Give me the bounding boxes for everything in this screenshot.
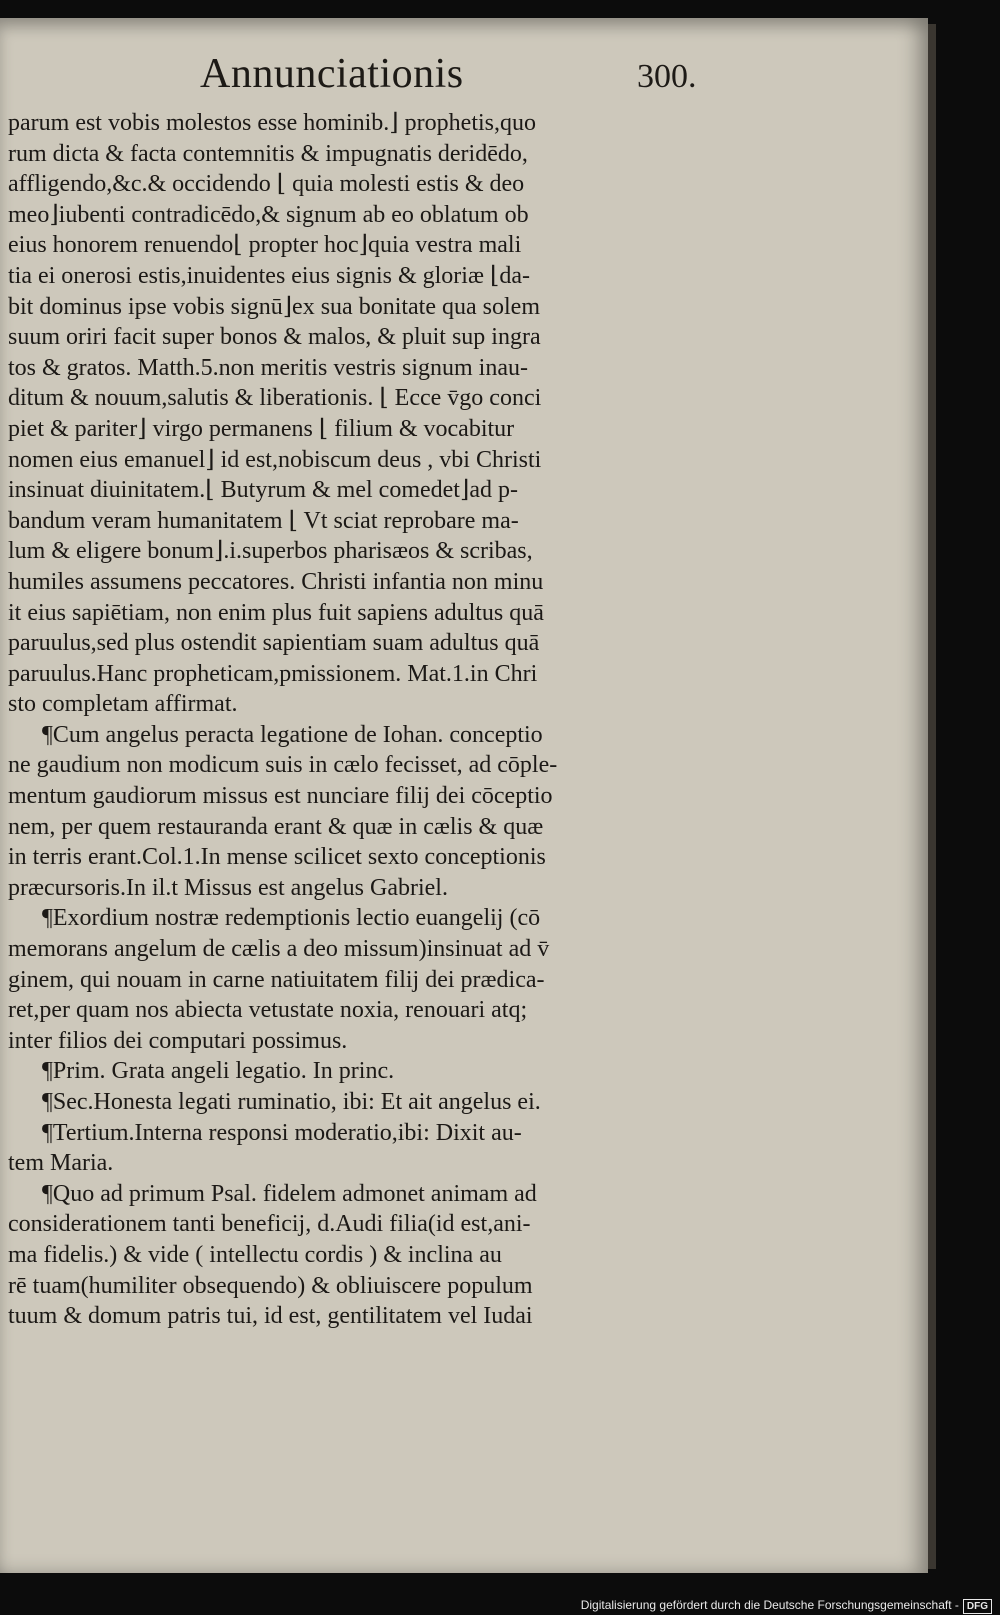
text-line: in terris erant.Col.1.In mense scilicet sexto conceptionis: [8, 844, 546, 871]
text-line: suum oriri facit super bonos & malos, & pluit sup ingra: [8, 324, 541, 351]
text-line: inter filios dei computari possimus.: [8, 1027, 348, 1054]
text-line: ¶Quo ad primum Psal. fidelem admonet animam ad: [42, 1180, 537, 1207]
text-line: paruulus,sed plus ostendit sapientiam suam adultus quā: [8, 630, 540, 657]
footer-credit: [0, 1595, 992, 1615]
running-title: Annunciationis: [200, 51, 464, 97]
text-line: tuum & domum patris tui, id est, gentilitatem vel Iudai: [8, 1303, 533, 1330]
text-line: paruulus.Hanc propheticam,pmissionem. Mat.1.in Chri: [8, 660, 538, 687]
text-line: affligendo,&c.& occidendo ⌊ quia molesti estis & deo: [8, 171, 525, 198]
text-line: bandum veram humanitatem ⌊ Vt sciat reprobare ma-: [8, 507, 519, 534]
text-line: præcursoris.In il.t Missus est angelus Gabriel.: [8, 874, 448, 901]
dfg-logo: DFG: [963, 1599, 992, 1614]
text-line: piet & pariter⌋ virgo permanens ⌊ filium & vocabitur: [8, 415, 515, 442]
text-line: memorans angelum de cælis a deo missum)insinuat ad v̄: [8, 936, 550, 963]
running-head: [0, 50, 740, 104]
text-line: mentum gaudiorum missus est nunciare filij dei cōceptio: [8, 783, 553, 810]
page-edge: [928, 24, 936, 1569]
text-line: rum dicta & facta contemnitis & impugnatis deridēdo,: [8, 140, 528, 167]
footer-credit-text: Digitalisierung gefördert durch die Deutsche Forschungsgemeinschaft -: [580, 1598, 959, 1612]
text-line: ret,per quam nos abiecta vetustate noxia, renouari atq;: [8, 997, 528, 1024]
text-line: rē tuam(humiliter obsequendo) & obliuiscere populum: [8, 1272, 533, 1299]
text-line: it eius sapiētiam, non enim plus fuit sapiens adultus quā: [8, 599, 544, 626]
text-line: nem, per quem restauranda erant & quæ in cælis & quæ: [8, 813, 544, 840]
text-line: eius honorem renuendo⌊ propter hoc⌋quia vestra mali: [8, 232, 522, 259]
text-line: tia ei onerosi estis,inuidentes eius signis & gloriæ ⌊da-: [8, 262, 530, 289]
text-line: humiles assumens peccatores. Christi infantia non minu: [8, 568, 544, 595]
text-line: ne gaudium non modicum suis in cælo fecisset, ad cōple-: [8, 752, 558, 779]
text-line: tos & gratos. Matth.5.non meritis vestris signum inau-: [8, 354, 528, 381]
folio-number: 300.: [637, 58, 697, 95]
text-line: tem Maria.: [8, 1150, 114, 1177]
text-line: ¶Sec.Honesta legati ruminatio, ibi: Et ait angelus ei.: [42, 1089, 541, 1115]
text-line: ma fidelis.) & vide ( intellectu cordis ) & inclina au: [8, 1241, 502, 1268]
text-line: considerationem tanti beneficij, d.Audi filia(id est,ani-: [8, 1211, 531, 1238]
text-line: insinuat diuinitatem.⌊ Butyrum & mel comedet⌋ad p-: [8, 477, 518, 504]
text-line: ditum & nouum,salutis & liberationis. ⌊ Ecce v̄go conci: [8, 385, 542, 412]
text-line: bit dominus ipse vobis signū⌋ex sua bonitate qua solem: [8, 293, 540, 320]
text-line: ¶Cum angelus peracta legatione de Iohan. conceptio: [42, 721, 543, 748]
text-line: ¶Exordium nostræ redemptionis lectio euangelij (cō: [42, 905, 541, 932]
body-text: [8, 108, 708, 1332]
text-line: sto completam affirmat.: [8, 691, 238, 718]
text-line: ¶Prim. Grata angeli legatio. In princ.: [42, 1058, 395, 1085]
text-line: ¶Tertium.Interna responsi moderatio,ibi: Dixit au-: [42, 1119, 522, 1146]
text-line: ginem, qui nouam in carne natiuitatem filij dei prædica-: [8, 966, 545, 993]
text-line: lum & eligere bonum⌋.i.superbos pharisæos & scribas,: [8, 538, 533, 565]
text-line: nomen eius emanuel⌋ id est,nobiscum deus , vbi Christi: [8, 446, 542, 473]
text-line: meo⌋iubenti contradicēdo,& signum ab eo oblatum ob: [8, 201, 529, 228]
text-line: parum est vobis molestos esse hominib.⌋ prophetis,quo: [8, 110, 536, 136]
